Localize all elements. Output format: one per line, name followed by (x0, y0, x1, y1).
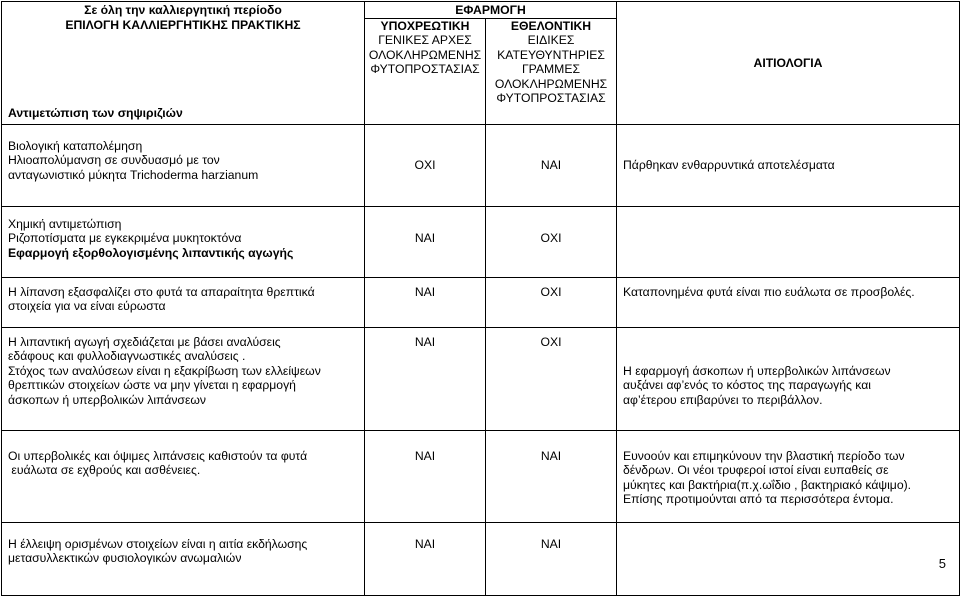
table-row (2, 522, 960, 595)
practice-line: Η έλλειψη ορισμένων στοιχείων είναι η αιτία εκδήλωσης (8, 536, 308, 551)
practice-cell (2, 124, 365, 206)
optional-line: ΦΥΤΟΠΡΟΣΤΑΣΙΑΣ (496, 91, 606, 105)
practice-line: στοιχεία για να είναι εύρωστα (8, 299, 166, 313)
optional-value: ΟΧΙ (486, 327, 617, 430)
justification-header: ΑΙΤΙΟΛΟΓΙΑ (617, 2, 960, 125)
mandatory-header (365, 18, 486, 124)
justification-line: δένδρων. Οι νέοι τρυφεροί ιστοί είναι ευπαθείς σε (623, 463, 889, 477)
practice-line: Ηλιοαπολύμανση σε συνδυασμό με τον (8, 153, 220, 167)
mandatory-line: ΓΕΝΙΚΕΣ ΑΡΧΕΣ (378, 33, 472, 47)
practice-selection-title: ΕΠΙΛΟΓΗ ΚΑΛΛΙΕΡΓΗΤΙΚΗΣ ΠΡΑΚΤΙΚΗΣ (65, 17, 301, 32)
table-row (2, 206, 960, 277)
page-number: 5 (938, 556, 946, 571)
practice-line: άσκοπων ή υπερβολικών λιπάνσεων (8, 392, 206, 407)
optional-value: ΟΧΙ (486, 206, 617, 277)
optional-value: ΝΑΙ (486, 522, 617, 595)
justification-line: αυξάνει αφ’ενός το κόστος της παραγωγής και (623, 378, 872, 392)
practice-line: εδάφους και φυλλοδιαγνωστικές αναλύσεις . (8, 349, 246, 363)
justification-line: μύκητες και βακτήρια(π.χ.ωΐδιο , βακτηριακό κάψιμο). (623, 477, 912, 492)
table-row (2, 327, 960, 430)
optional-line: ΓΡΑΜΜΕΣ (521, 62, 581, 76)
optional-value: ΝΑΙ (486, 124, 617, 206)
practice-line: Ριζοποτίσματα με εγκεκριμένα μυκητοκτόνα (8, 231, 242, 245)
optional-value: ΟΧΙ (486, 277, 617, 327)
justification-cell: Καταπονημένα φυτά είναι πιο ευάλωτα σε προσβολές. (617, 277, 960, 327)
mandatory-value: ΝΑΙ (365, 430, 486, 522)
justification-line: Επίσης προτιμούνται από τα περισσότερα έντομα. (623, 492, 894, 506)
justification-line: αφ’έτερου επιβαρύνει το περιβάλλον. (623, 392, 823, 407)
practice-bold-line: Εφαρμογή εξορθολογισμένης λιπαντικής αγωγής (8, 245, 294, 260)
optional-line: ΕΙΔΙΚΕΣ (527, 33, 575, 47)
root-rot-treatment-title: Αντιμετώπιση των σηψιριζιών (8, 106, 183, 120)
optional-header (486, 18, 617, 124)
practice-header-cell (2, 2, 365, 125)
optional-line: ΚΑΤΕΥΘΥΝΤΗΡΙΕΣ (497, 47, 605, 62)
table-row (2, 124, 960, 206)
mandatory-value: ΝΑΙ (365, 327, 486, 430)
justification-cell (617, 206, 960, 277)
justification-cell (617, 522, 960, 595)
practice-line: Η λίπανση εξασφαλίζει στο φυτά τα απαραίτητα θρεπτικά (8, 284, 315, 299)
mandatory-value: ΝΑΙ (365, 522, 486, 595)
practice-cell (2, 277, 365, 327)
mandatory-title: ΥΠΟΧΡΕΩΤΙΚΗ (380, 18, 470, 33)
justification-cell (617, 327, 960, 430)
optional-value: ΝΑΙ (486, 430, 617, 522)
application-header: ΕΦΑΡΜΟΓΗ (365, 2, 617, 19)
practice-cell (2, 327, 365, 430)
optional-title: ΕΘΕΛΟΝΤΙΚΗ (510, 18, 592, 33)
practice-line: ανταγωνιστικό μύκητα Trichoderma harzianum (8, 167, 259, 182)
justification-line: Η εφαρμογή άσκοπων ή υπερβολικών λιπάνσεων (623, 363, 891, 378)
mandatory-line: ΟΛΟΚΛΗΡΩΜΕΝΗΣ (368, 47, 482, 62)
justification-cell: Πάρθηκαν ενθαρρυντικά αποτελέσματα (617, 124, 960, 206)
practice-cell (2, 430, 365, 522)
mandatory-value: ΝΑΙ (365, 277, 486, 327)
practice-line: μετασυλλεκτικών φυσιολογικών ανωμαλιών (8, 551, 242, 565)
table-row (2, 277, 960, 327)
optional-line: ΟΛΟΚΛΗΡΩΜΕΝΗΣ (494, 76, 608, 91)
practice-line: Χημική αντιμετώπιση (8, 216, 122, 231)
practice-line: ευάλωτα σε εχθρούς και ασθένειες. (8, 463, 201, 477)
mandatory-value: ΟΧΙ (365, 124, 486, 206)
practices-table (1, 1, 960, 596)
period-title: Σε όλη την καλλιεργητική περίοδο (84, 3, 282, 17)
mandatory-line: ΦΥΤΟΠΡΟΣΤΑΣΙΑΣ (370, 62, 480, 76)
justification-cell (617, 430, 960, 522)
practice-line: θρεπτικών στοιχείων ώστε να μην γίνεται η εφαρμογή (8, 378, 296, 392)
practice-line: Στόχος των αναλύσεων είναι η εξακρίβωση των ελλείψεων (8, 363, 321, 378)
practice-cell (2, 206, 365, 277)
practice-line: Οι υπερβολικές και όψιμες λιπάνσεις καθιστούν τα φυτά (8, 448, 308, 463)
mandatory-value: ΝΑΙ (365, 206, 486, 277)
justification-line: Ευνοούν και επιμηκύνουν την βλαστική περίοδο των (623, 448, 905, 463)
table-row (2, 430, 960, 522)
practice-line: Η λιπαντική αγωγή σχεδιάζεται με βάσει αναλύσεις (8, 334, 281, 349)
practice-cell (2, 522, 365, 595)
practice-line: Βιολογική καταπολέμηση (8, 138, 143, 153)
